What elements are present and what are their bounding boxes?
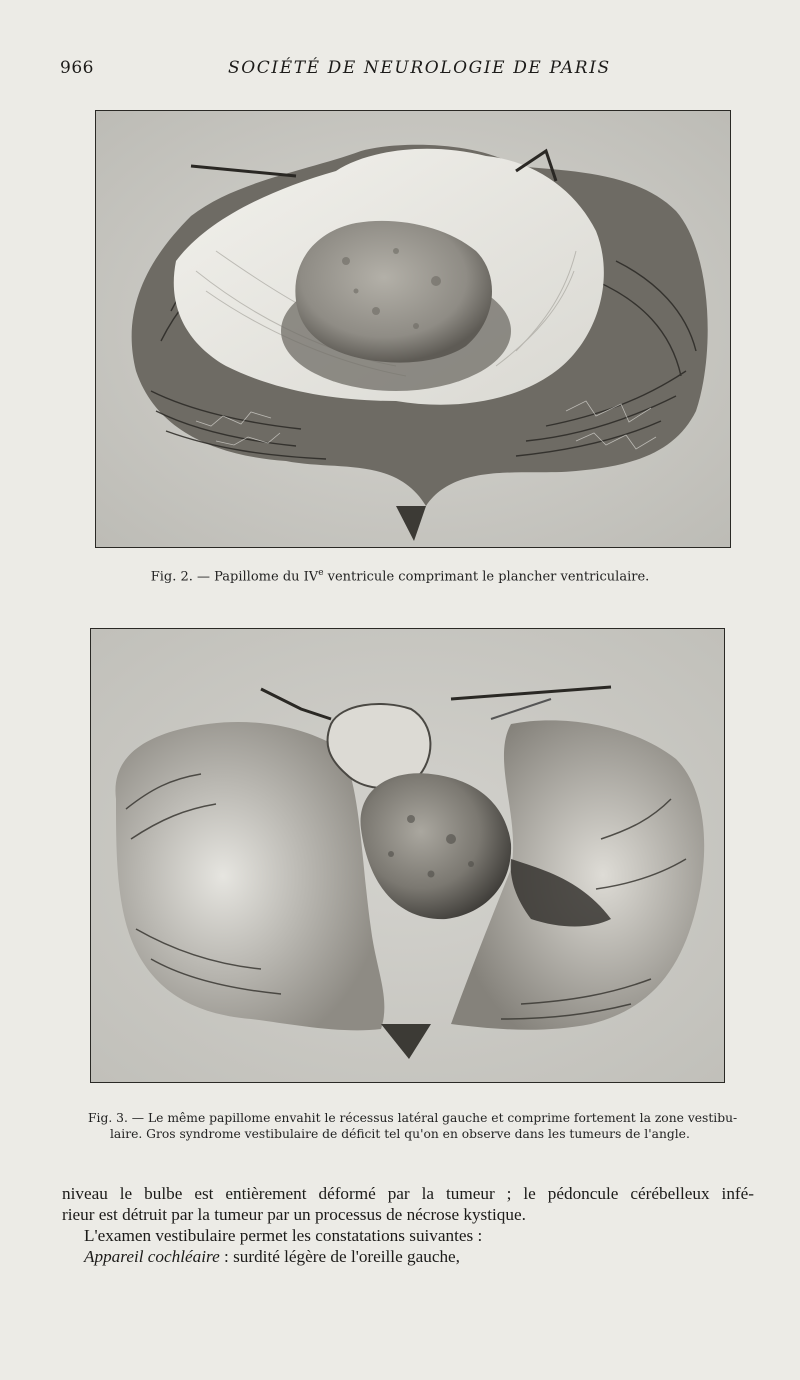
journal-title: SOCIÉTÉ DE NEUROLOGIE DE PARIS: [228, 58, 611, 78]
running-head: [0, 58, 800, 82]
page-number: 966: [60, 58, 94, 78]
figure-2-photo: [95, 110, 731, 548]
brain-section-photo-fig2: [96, 111, 730, 547]
body-paragraph-line-1: niveau le bulbe est entièrement déformé par la tumeur ; le pédoncule cérébelleux infé-: [62, 1184, 754, 1203]
figure-3-caption-line-2: laire. Gros syndrome vestibulaire de déficit tel qu'on en observe dans les tumeurs de l'angle.: [110, 1127, 690, 1141]
figure-2-caption-text-end: ventricule comprimant le plancher ventriculaire.: [323, 569, 650, 585]
body-paragraph-line-3: L'examen vestibulaire permet les constatations suivantes :: [84, 1226, 483, 1245]
figure-2-caption-superscript: e: [318, 568, 324, 578]
figure-3-caption: [88, 1110, 760, 1142]
figure-3-caption-line-1: Fig. 3. — Le même papillome envahit le récessus latéral gauche et comprime fortement la zone vestibu-: [88, 1111, 738, 1125]
body-paragraph-line-4: [62, 1246, 754, 1267]
body-text: [62, 1183, 754, 1267]
figure-2-caption-text: Fig. 2. — Papillome du IV: [150, 569, 319, 585]
body-line-4-text: : surdité légère de l'oreille gauche,: [219, 1247, 460, 1266]
brain-section-photo-fig3: [91, 629, 724, 1082]
body-italic-term: Appareil cochléaire: [84, 1247, 220, 1266]
body-paragraph-line-2: rieur est détruit par la tumeur par un processus de nécrose kystique.: [62, 1205, 526, 1224]
figure-3-photo: [90, 628, 725, 1083]
figure-2-caption: [0, 568, 800, 584]
